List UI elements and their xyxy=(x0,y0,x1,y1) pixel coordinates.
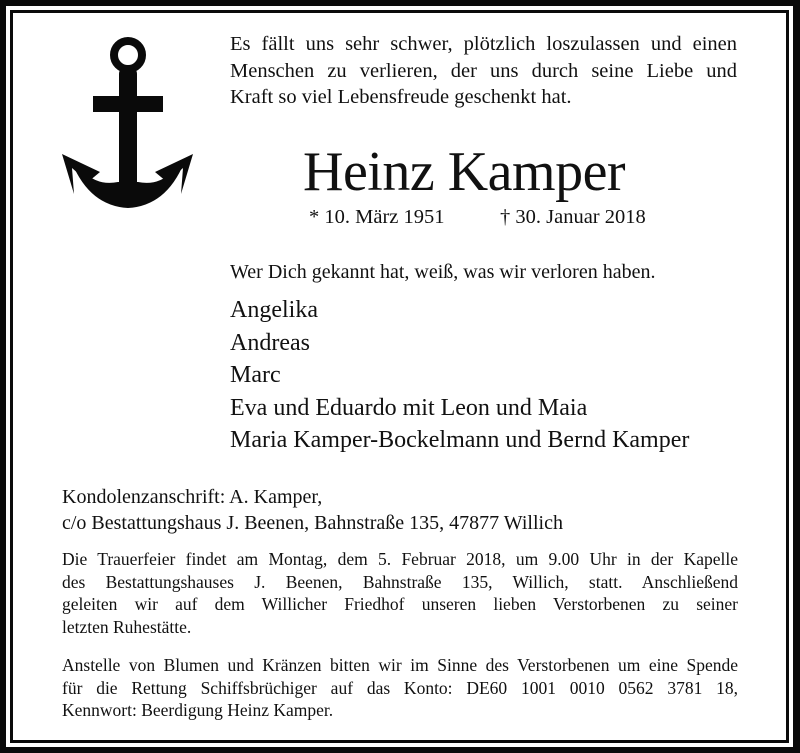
condolence-address xyxy=(62,484,563,536)
death-date: † 30. Januar 2018 xyxy=(500,206,646,228)
deceased-name: Heinz Kamper xyxy=(303,141,626,203)
mourner: Andreas xyxy=(230,329,310,356)
mourner: Maria Kamper-Bockelmann und Bernd Kamper xyxy=(230,427,690,453)
intro-text xyxy=(230,31,737,111)
intro-line: Menschen zu verlieren, der uns durch seine Liebe und xyxy=(230,59,737,82)
intro-line: Es fällt uns sehr schwer, plötzlich loszulassen und einen xyxy=(230,33,737,55)
funeral-line: geleiten wir auf dem Willicher Friedhof unseren lieben Verstorbenen zu seiner xyxy=(62,594,738,614)
funeral-line: letzten Ruhestätte. xyxy=(62,616,192,637)
donation-line: für die Rettung Schiffsbrüchiger auf das Konto: DE60 1001 0010 0562 3781 18, xyxy=(62,677,738,698)
anchor-icon xyxy=(60,36,195,216)
mourners-list xyxy=(230,294,689,457)
funeral-line: des Bestattungshauses J. Beenen, Bahnstraße 135, Willich, statt. Anschließend xyxy=(62,571,738,592)
mourner: Angelika xyxy=(230,297,318,323)
mourner: Marc xyxy=(230,362,281,388)
donation-line: Anstelle von Blumen und Kränzen bitten wir im Sinne des Verstorbenen um eine Spende xyxy=(62,655,738,675)
memorial-quote: Wer Dich gekannt hat, weiß, was wir verloren haben. xyxy=(230,261,656,283)
condolence-line: Kondolenzanschrift: A. Kamper, xyxy=(62,486,323,508)
funeral-line: Die Trauerfeier findet am Montag, dem 5. Februar 2018, um 9.00 Uhr in der Kapelle xyxy=(62,549,738,569)
donation-info xyxy=(62,654,738,722)
donation-line: Kennwort: Beerdigung Heinz Kamper. xyxy=(62,700,334,720)
funeral-info xyxy=(62,548,738,638)
intro-line: Kraft so viel Lebensfreude geschenkt hat. xyxy=(230,86,572,108)
mourner: Eva und Eduardo mit Leon und Maia xyxy=(230,394,588,421)
birth-date: * 10. März 1951 xyxy=(309,206,445,228)
condolence-line: c/o Bestattungshaus J. Beenen, Bahnstraße 135, 47877 Willich xyxy=(62,512,563,534)
